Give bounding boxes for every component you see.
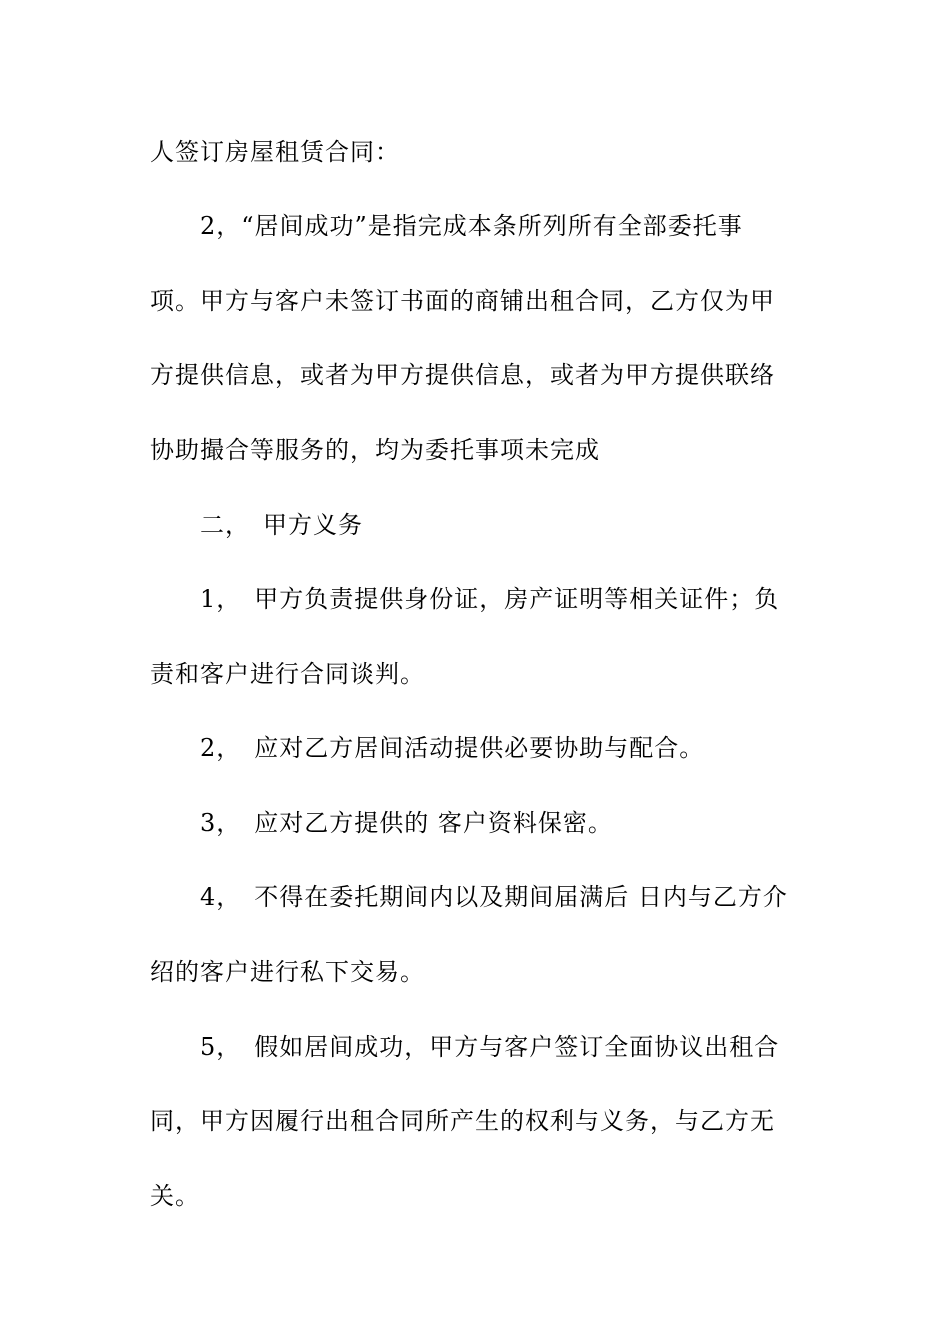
section-heading: 二， 甲方义务 <box>200 511 363 539</box>
list-item: 2， 应对乙方居间活动提供必要协助与配合。 <box>200 734 705 762</box>
text-line: 绍的客户进行私下交易。 <box>150 958 425 986</box>
text-line: 项。甲方与客户未签订书面的商铺出租合同，乙方仅为甲 <box>150 287 775 315</box>
text-line: 协助撮合等服务的，均为委托事项未完成 <box>150 436 600 464</box>
text-line: 关。 <box>150 1182 200 1210</box>
text-line: 方提供信息，或者为甲方提供信息，或者为甲方提供联络 <box>150 361 775 389</box>
text-line: 同，甲方因履行出租合同所产生的权利与义务，与乙方无 <box>150 1107 775 1135</box>
text-line: 人签订房屋租赁合同： <box>150 138 400 166</box>
list-item: 4， 不得在委托期间内以及期间届满后 日内与乙方介 <box>200 883 788 911</box>
list-item: 5， 假如居间成功，甲方与客户签订全面协议出租合 <box>200 1033 780 1061</box>
text-line: 2，“居间成功”是指完成本条所列所有全部委托事 <box>200 212 743 240</box>
list-item: 1， 甲方负责提供身份证，房产证明等相关证件；负 <box>200 585 780 613</box>
text-line: 责和客户进行合同谈判。 <box>150 660 425 688</box>
list-item: 3， 应对乙方提供的 客户资料保密。 <box>200 809 613 837</box>
